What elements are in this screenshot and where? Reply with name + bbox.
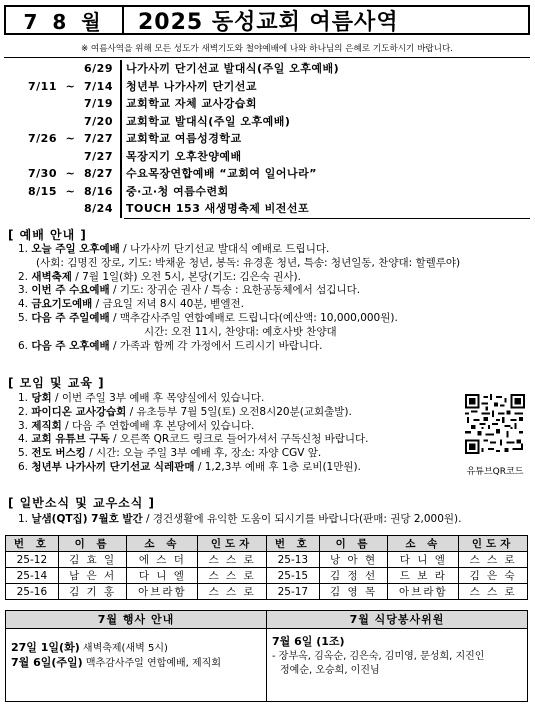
table-cell: 남 은 서 — [58, 568, 127, 584]
list-item: 6. 다음 주 오후예배 / 가족과 함께 각 가정에서 드리시기 바랍니다. — [18, 339, 323, 352]
table-cell: 김 영 목 — [319, 584, 388, 600]
table-cell: 다 니 엘 — [127, 568, 198, 584]
column-header: 이 름 — [58, 536, 127, 552]
schedule-text: 교회학교 발대식(주일 오후예배) — [120, 113, 530, 131]
list-item: 4. 금요기도예배 / 금요일 저녁 8시 40분, 벧엘전. — [18, 298, 244, 311]
list-item: 6. 청년부 나가사끼 단기선교 식레판매 / 1,2,3부 예배 후 1층 로비(1만원). — [18, 460, 361, 473]
column-header: 인도자 — [459, 536, 528, 552]
list-item: 3. 제직회 / 다음 주 연합예배 후 본당에서 있습니다. — [18, 419, 255, 432]
schedule-text: 나가사끼 단기선교 발대식(주일 오후예배) — [120, 60, 530, 78]
events-title: 7월 행사 안내 — [6, 611, 266, 629]
schedule-date: 7/11 ~ 7/14 — [28, 79, 113, 93]
meeting-list — [18, 392, 369, 475]
list-item: 3. 이번 주 수요예배 / 기도: 장귀순 권사 / 특송 : 요한공동체에서 섬깁니다. — [18, 284, 361, 297]
event-line: 7월 6일(주일) 맥추감사주일 연합예배, 제직회 — [11, 656, 221, 669]
schedule-date: 7/30 ~ 8/27 — [28, 167, 113, 181]
table-cell: 아브라함 — [127, 584, 198, 600]
qr-code-icon[interactable] — [464, 393, 526, 455]
schedule-text: TOUCH 153 새생명축제 비전선포 — [120, 200, 530, 218]
table-cell: 에 스 더 — [127, 552, 198, 568]
kitchen-date: 7월 6일 (1조) — [272, 635, 345, 648]
table-cell: 스 스 로 — [198, 552, 267, 568]
list-item: 4. 교회 유튜브 구독 / 오른쪽 QR코드 링크로 들어가셔서 구독신청 바랍니다. — [18, 433, 369, 446]
schedule-row — [4, 113, 530, 131]
schedule-text: 청년부 나가사끼 단기선교 — [120, 78, 530, 96]
table-cell: 25-13 — [266, 552, 319, 568]
schedule-text: 중·고·청 여름수련회 — [120, 183, 530, 201]
table-cell: 낭 아 현 — [319, 552, 388, 568]
schedule-date: 7/26 ~ 7/27 — [28, 132, 113, 146]
notice-text: ※ 여름사역을 위해 모든 성도가 새벽기도와 철야예배에 나와 하나님의 은혜로 기도하시기 바랍니다. — [80, 44, 454, 54]
column-header: 소 속 — [127, 536, 198, 552]
column-header: 번 호 — [6, 536, 59, 552]
general-section-title: [ 일반소식 및 교우소식 ] — [8, 496, 156, 510]
page-title: 2025 동성교회 여름사역 — [138, 9, 399, 35]
summer-schedule — [4, 60, 530, 218]
schedule-row — [4, 60, 530, 78]
list-item: 1. 오늘 주일 오후예배 / 나가사끼 단기선교 발대식 예배로 드립니다. — [18, 243, 330, 255]
table-row — [6, 568, 528, 584]
schedule-row — [4, 148, 530, 166]
qr-caption: 유튜브QR코드 — [466, 467, 524, 477]
event-line: 27일 1일(화) 새벽축제(새벽 5시) — [11, 641, 168, 654]
kitchen-panel — [266, 611, 527, 701]
table-cell: 드 보 라 — [388, 568, 459, 584]
list-item: 1. 날샘(QT집) 7월호 발간 / 경건생활에 유익한 도움이 되시기를 바랍니다(판매: 권당 2,000원). — [18, 513, 462, 525]
table-cell: 스 스 로 — [459, 552, 528, 568]
list-item: 5. 전도 버스킹 / 시간: 오늘 주일 3부 예배 후, 장소: 자양 CGV 앞. — [18, 447, 322, 460]
table-cell: 25-12 — [6, 552, 59, 568]
schedule-row — [4, 165, 530, 183]
table-row — [6, 552, 528, 568]
schedule-date: 7/27 — [84, 149, 113, 163]
month-label: 7 8 월 — [6, 7, 124, 33]
schedule-row — [4, 183, 530, 201]
schedule-row — [4, 200, 530, 218]
table-cell: 25-17 — [266, 584, 319, 600]
events-panel — [6, 611, 266, 701]
table-cell: 다 니 엘 — [388, 552, 459, 568]
new-members-table — [5, 535, 528, 600]
table-row — [6, 584, 528, 600]
table-cell: 스 스 로 — [198, 584, 267, 600]
worship-section-title: [ 예배 안내 ] — [8, 228, 87, 242]
schedule-date: 8/24 — [84, 202, 113, 216]
table-cell: 김 정 선 — [319, 568, 388, 584]
page-header — [4, 5, 530, 35]
list-item: 5. 다음 주 주일예배 / 맥추감사주일 연합예배로 드립니다(예산액: 10,000,000원). — [18, 311, 398, 324]
kitchen-members-cont: 정예순, 오승희, 이진님 — [280, 665, 380, 676]
schedule-date: 8/15 ~ 8/16 — [28, 184, 113, 198]
table-cell: 김 기 홍 — [58, 584, 127, 600]
schedule-text: 목장지기 오후찬양예배 — [120, 148, 530, 166]
table-cell: 김 효 일 — [58, 552, 127, 568]
table-cell: 25-14 — [6, 568, 59, 584]
column-header: 이 름 — [319, 536, 388, 552]
divider — [4, 57, 530, 58]
list-item: 1. 당회 / 이번 주일 3부 예배 후 목양실에서 있습니다. — [18, 392, 265, 404]
table-cell: 스 스 로 — [459, 584, 528, 600]
table-cell: 25-15 — [266, 568, 319, 584]
list-item: 2. 파이디온 교사강습회 / 유초등부 7월 5일(토) 오전8시20분(교회출발). — [18, 405, 352, 418]
table-cell: 김 은 숙 — [459, 568, 528, 584]
schedule-text: 교회학교 여름성경학교 — [120, 130, 530, 148]
schedule-date: 7/20 — [84, 114, 113, 128]
table-header-row — [6, 536, 528, 552]
list-item: 시간: 오전 11시, 찬양대: 예호사밧 찬양대 — [144, 325, 337, 338]
meeting-section-title: [ 모임 및 교육 ] — [8, 376, 105, 390]
column-header: 소 속 — [388, 536, 459, 552]
kitchen-members: - 장부옥, 김옥순, 김은숙, 김미영, 문성희, 지진인 — [272, 651, 485, 662]
table-cell: 스 스 로 — [198, 568, 267, 584]
table-cell: 아브라함 — [388, 584, 459, 600]
bottom-info-box — [5, 610, 528, 702]
worship-list — [18, 243, 460, 353]
schedule-text: 수요목장연합예배 “교회여 일어나라” — [120, 165, 530, 183]
qr-code-block — [461, 393, 529, 477]
table-cell: 25-16 — [6, 584, 59, 600]
schedule-date: 7/19 — [84, 97, 113, 111]
column-header: 번 호 — [266, 536, 319, 552]
schedule-row — [4, 78, 530, 96]
list-item: 2. 새벽축제 / 7월 1일(화) 오전 5시, 본당(기도: 김은숙 권사). — [18, 270, 301, 283]
schedule-row — [4, 130, 530, 148]
general-list — [18, 513, 462, 527]
column-header: 인도자 — [198, 536, 267, 552]
schedule-date: 6/29 — [84, 62, 113, 76]
divider — [124, 218, 530, 219]
kitchen-title: 7월 식당봉사위원 — [267, 611, 527, 629]
schedule-text: 교회학교 자체 교사강습회 — [120, 95, 530, 113]
list-item: (사회: 김명진 장로, 기도: 박채윤 청년, 봉독: 유경훈 청년, 특송: 청년일동, 찬양대: 할렐루야) — [36, 256, 461, 269]
schedule-row — [4, 95, 530, 113]
